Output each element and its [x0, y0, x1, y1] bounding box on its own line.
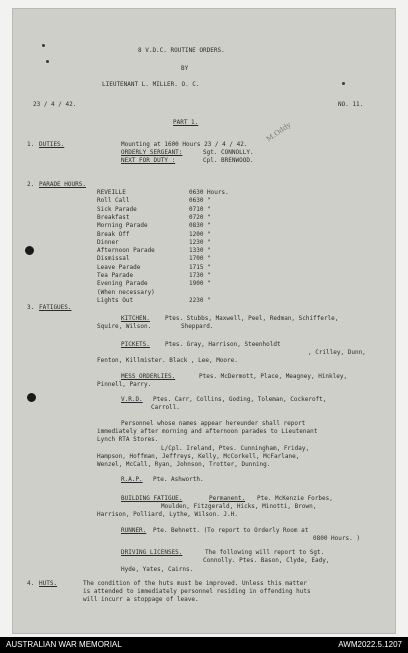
huts-line: is attended to immediately personnel residing in offending huts [83, 588, 311, 595]
parade-item-time: 1700 " [189, 255, 211, 262]
parade-item-time: 0710 " [189, 206, 211, 213]
parade-item-time: 1730 " [189, 272, 211, 279]
pickets-line: Ptes. Gray, Harrison, Steenholdt [165, 341, 281, 348]
punch-hole-top [25, 246, 34, 255]
orderly-sergeant-label: ORDERLY SERGEANT: [121, 149, 183, 156]
personnel-line: Lynch RTA Stores. [97, 436, 159, 443]
pin-mark [342, 82, 345, 85]
huts-line: The condition of the huts must be improved. Unless this matter [83, 580, 307, 587]
parade-item-name: Dinner [97, 239, 119, 246]
parade-item-name: Evening Parade [97, 280, 148, 287]
punch-hole-bottom [27, 393, 36, 402]
parade-hours-heading: PARADE HOURS. [39, 181, 86, 188]
building-permanent: Permanent. [209, 495, 246, 502]
parade-item-time: 1200 " [189, 231, 211, 238]
pickets-line: , Crilley, Dunn, [308, 349, 366, 356]
building-line: Harrison, Polliard, Lythe, Wilson. J.H. [97, 511, 238, 518]
parade-item-name: Break Off [97, 231, 130, 238]
personnel-line: L/Cpl. Ireland, Ptes. Cunningham, Friday, [161, 445, 310, 452]
runner-value: 0800 Hours. ) [313, 535, 360, 542]
kitchen-line: Sheppard. [181, 323, 214, 330]
document-by: BY [181, 65, 189, 72]
fatigues-heading: FATIGUES. [39, 304, 72, 311]
kitchen-line: Ptes. Stubbs, Maxwell, Peel, Redman, Schifferle, [165, 315, 339, 322]
huts-line: will incurr a stoppage of leave. [83, 596, 199, 603]
document-title: 8 V.D.C. ROUTINE ORDERS. [138, 47, 225, 54]
archive-footer [0, 637, 408, 653]
building-line: Pte. McKenzie Forbes, [257, 495, 333, 502]
orderly-sergeant-value: Sgt. CONNOLLY. [203, 149, 254, 156]
vrd-line: Carroll. [151, 404, 180, 411]
section-number: 2. [27, 181, 35, 188]
pin-mark [46, 60, 49, 63]
next-for-duty-value: Cpl. BRENWOOD. [203, 157, 254, 164]
document-sheet [12, 8, 396, 634]
parade-item-time: 0630 Hours. [189, 189, 229, 196]
section-number: 1. [27, 141, 35, 148]
parade-item-name: Lights Out [97, 297, 134, 304]
pickets-label: PICKETS. [121, 341, 150, 348]
parade-item-name: Afternoon Parade [97, 247, 155, 254]
parade-item-name: Sick Parade [97, 206, 137, 213]
parade-item-time: 0630 " [189, 197, 211, 204]
parade-item-name: Breakfast [97, 214, 130, 221]
mess-orderlies-label: MESS ORDERLIES. [121, 373, 176, 380]
routine-orders-document [13, 9, 395, 633]
personnel-line: Wenzel, McCall, Ryan, Johnson, Trotter, Dunning. [97, 461, 271, 468]
parade-item-time: 0830 " [189, 222, 211, 229]
duties-mounting: Mounting at 1600 Hours 23 / 4 / 42. [121, 141, 248, 148]
driving-licenses-line: Hyde, Yates, Cairns. [121, 566, 194, 573]
parade-item-time: 0720 " [189, 214, 211, 221]
section-number: 4. [27, 580, 35, 587]
duties-heading: DUTIES. [39, 141, 65, 148]
parade-item-name: Morning Parade [97, 222, 148, 229]
document-officer: LIEUTENANT L. MILLER. O. C. [102, 81, 200, 88]
parade-item-time: 1330 " [189, 247, 211, 254]
part-heading: PART 1. [173, 119, 199, 126]
parade-item-time: 2230 " [189, 297, 211, 304]
footer-institution: AUSTRALIAN WAR MEMORIAL [6, 640, 122, 649]
parade-item-name: Leave Parade [97, 264, 141, 271]
document-date: 23 / 4 / 42. [33, 101, 77, 108]
footer-accession-number: AWM2022.5.1207 [338, 640, 402, 649]
building-line: Moulden, Fitzgerald, Hicks, Minotti, Brown, [161, 503, 317, 510]
parade-item-name: Tea Parade [97, 272, 134, 279]
pickets-line: Fenton, Killmister. Black , Lee, Moore. [97, 357, 238, 364]
personnel-line: immediately after morning and afternoon parades to Lieutenant [97, 428, 318, 435]
runner-label: RUNNER. [121, 527, 147, 534]
kitchen-label: KITCHEN. [121, 315, 150, 322]
parade-item-name: Dismissal [97, 255, 130, 262]
parade-item-time: 1230 " [189, 239, 211, 246]
driving-licenses-line: The following will report to Sgt. [205, 549, 325, 556]
parade-item-name: Roll Call [97, 197, 130, 204]
kitchen-line: Squire, Wilson. [97, 323, 152, 330]
mess-orderlies-line: Ptes. McDermott, Place, Meagney, Hinkley, [199, 373, 348, 380]
driving-licenses-label: DRIVING LICENSES. [121, 549, 183, 556]
parade-item-name: REVEILLE [97, 189, 126, 196]
parade-item-time: 1715 " [189, 264, 211, 271]
huts-heading: HUTS. [39, 580, 58, 587]
building-fatigue-label: BUILDING FATIGUE. [121, 495, 183, 502]
rap-value: Pte. Ashworth. [153, 476, 204, 483]
rap-label: R.A.P. [121, 476, 143, 483]
personnel-line: Hampson, Hoffman, Jeffreys, Kelly, McCorkell, McFarlane, [97, 453, 300, 460]
next-for-duty-label: NEXT FOR DUTY : [121, 157, 176, 164]
runner-value: Pte. Behnett. (To report to Orderly Room at [153, 527, 309, 534]
driving-licenses-line: Connolly. Ptes. Bason, Clyde, Eady, [203, 557, 330, 564]
mess-orderlies-line: Pinnell, Parry. [97, 381, 152, 388]
document-number: NO. 11. [338, 101, 364, 108]
vrd-label: V.R.D. [121, 396, 143, 403]
section-number: 3. [27, 304, 35, 311]
personnel-line: Personnel whose names appear hereunder shall report [121, 420, 306, 427]
pin-mark [42, 44, 45, 47]
handwritten-initials: M.Oddy [264, 120, 293, 144]
parade-item-time: 1900 " [189, 280, 211, 287]
vrd-line: Ptes. Carr, Collins, Goding, Toleman, Cockeroft, [153, 396, 327, 403]
parade-item-name: (When necessary) [97, 289, 155, 296]
